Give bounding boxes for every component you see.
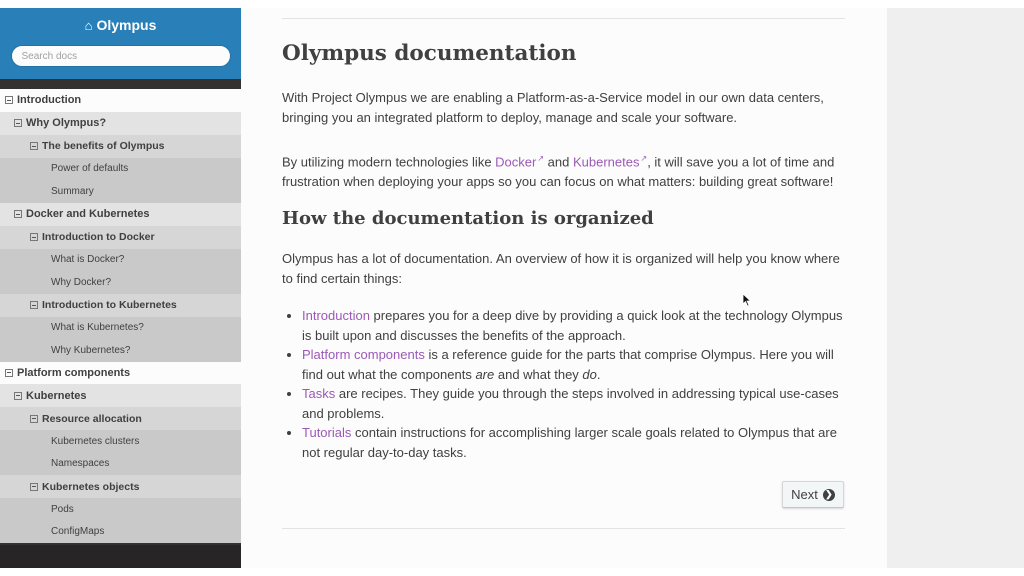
docker-link[interactable]: Docker xyxy=(495,154,537,170)
sidebar-item-label: Why Olympus? xyxy=(26,117,107,129)
sidebar-item-why-docker[interactable] xyxy=(0,271,241,294)
sidebar-item-label: Resource allocation xyxy=(42,412,142,425)
collapse-toggle-icon[interactable] xyxy=(14,392,22,400)
main-content xyxy=(241,8,887,568)
sidebar-item-label: Summary xyxy=(51,185,94,197)
sidebar-item-label: Platform components xyxy=(17,366,131,379)
list-item xyxy=(302,423,850,462)
platform-components-link[interactable]: Platform components xyxy=(302,347,425,362)
sidebar-item-docker-and-kubernetes[interactable] xyxy=(0,203,241,226)
p2-before: By utilizing modern technologies like xyxy=(282,154,496,170)
list-item-text: contain instructions for accomplishing larger scale goals related to Olympus that are not regular day-to-day tasks. xyxy=(302,425,837,460)
sidebar-item-what-is-kubernetes[interactable] xyxy=(0,317,241,340)
sidebar-item-label: Power of defaults xyxy=(51,163,129,175)
sidebar-item-label: Kubernetes xyxy=(26,389,87,402)
sidebar-item-pods[interactable] xyxy=(0,498,241,521)
next-label: Next xyxy=(791,487,818,502)
sidebar-item-label: Docker and Kubernetes xyxy=(26,208,150,220)
kubernetes-link[interactable]: Kubernetes xyxy=(572,154,640,170)
sidebar-item-namespaces[interactable] xyxy=(0,453,241,476)
list-item xyxy=(302,306,850,345)
toc xyxy=(0,89,241,543)
section-heading: How the documentation is organized xyxy=(282,208,654,229)
sidebar-item-label: Pods xyxy=(51,503,74,515)
collapse-toggle-icon[interactable] xyxy=(5,369,13,377)
list-item xyxy=(302,384,850,423)
collapse-toggle-icon[interactable] xyxy=(5,96,13,104)
collapse-toggle-icon[interactable] xyxy=(14,119,22,127)
list-item xyxy=(302,345,850,384)
sidebar-item-label: The benefits of Olympus xyxy=(42,140,165,152)
list-item-text: are recipes. They guide you through the steps involved in addressing typical use-cases and problems. xyxy=(302,386,839,421)
page-title: Olympus documentation xyxy=(282,41,577,66)
list-item-text: prepares you for a deep dive by providing a quick look at the technology Olympus is built upon and discusses the benefits of the approach. xyxy=(302,308,843,343)
top-divider xyxy=(282,18,845,19)
list-item-text: and what they xyxy=(494,366,583,382)
tasks-link[interactable]: Tasks xyxy=(302,386,336,401)
sidebar-item-power-of-defaults[interactable] xyxy=(0,158,241,181)
sidebar-item-label: Namespaces xyxy=(51,458,110,470)
home-icon: ⌂ xyxy=(84,18,93,33)
sidebar-item-summary[interactable] xyxy=(0,180,241,203)
list-item-text: . xyxy=(596,366,601,382)
sidebar-item-kubernetes-objects[interactable] xyxy=(0,475,241,498)
sidebar-item-label: Kubernetes objects xyxy=(42,480,140,493)
overview-paragraph: Olympus has a lot of documentation. An overview of how it is organized will help you know where to find certain things: xyxy=(282,251,840,286)
collapse-toggle-icon[interactable] xyxy=(30,301,38,309)
collapse-toggle-icon[interactable] xyxy=(30,142,38,150)
sidebar-item-introduction-to-kubernetes[interactable] xyxy=(0,294,241,317)
sidebar-header xyxy=(0,8,241,79)
sidebar-item-label: Introduction to Docker xyxy=(42,231,155,243)
p2-mid: and xyxy=(544,154,573,170)
search-input[interactable] xyxy=(11,45,231,67)
collapse-toggle-icon[interactable] xyxy=(14,210,22,218)
sidebar-item-label: What is Kubernetes? xyxy=(51,322,144,334)
next-button[interactable] xyxy=(782,481,844,508)
sidebar-item-platform-components[interactable] xyxy=(0,362,241,385)
sidebar-item-label: Kubernetes clusters xyxy=(51,435,140,447)
sidebar-item-configmaps[interactable] xyxy=(0,521,241,544)
technologies-paragraph xyxy=(282,149,850,191)
sidebar-item-label: ConfigMaps xyxy=(51,526,105,538)
docs-list xyxy=(282,306,850,462)
brand-label: Olympus xyxy=(96,17,157,33)
sidebar-footer xyxy=(0,545,241,568)
collapse-toggle-icon[interactable] xyxy=(30,415,38,423)
emphasis-text: are xyxy=(475,366,495,382)
sidebar-item-resource-allocation[interactable] xyxy=(0,407,241,430)
sidebar-item-introduction-to-docker[interactable] xyxy=(0,226,241,249)
brand-link[interactable] xyxy=(0,8,241,37)
sidebar-item-the-benefits-of-olympus[interactable] xyxy=(0,135,241,158)
sidebar-item-label: Introduction xyxy=(17,94,82,107)
intro-paragraph: With Project Olympus we are enabling a Platform-as-a-Service model in our own data centers, bringing you an integrated platform to deploy, manage and scale your software. xyxy=(282,90,824,125)
sidebar-item-what-is-docker[interactable] xyxy=(0,249,241,272)
collapse-toggle-icon[interactable] xyxy=(30,483,38,491)
bottom-divider xyxy=(282,528,845,529)
sidebar-item-label: What is Docker? xyxy=(51,254,125,266)
external-link-icon: ↗ xyxy=(640,154,648,163)
sidebar-item-why-olympus[interactable] xyxy=(0,112,241,135)
mouse-cursor-icon xyxy=(742,293,752,307)
sidebar-item-kubernetes-clusters[interactable] xyxy=(0,430,241,453)
emphasis-text: do xyxy=(582,366,597,382)
arrow-circle-right-icon: ❯ xyxy=(823,489,835,501)
toc-gap xyxy=(0,79,241,89)
right-gutter xyxy=(887,8,1024,568)
list-item-text: is a reference guide for the parts that comprise Olympus. Here you will find out what the components xyxy=(302,347,834,382)
collapse-toggle-icon[interactable] xyxy=(30,233,38,241)
sidebar-item-why-kubernetes[interactable] xyxy=(0,339,241,362)
sidebar-item-introduction[interactable] xyxy=(0,89,241,112)
p2-after: , it will save you a lot of time and frustration when deploying your apps so you can focus on what matters: building great software! xyxy=(282,154,835,189)
sidebar xyxy=(0,8,241,568)
external-link-icon: ↗ xyxy=(537,154,545,163)
sidebar-item-label: Why Kubernetes? xyxy=(51,344,131,356)
tutorials-link[interactable]: Tutorials xyxy=(302,425,352,440)
sidebar-item-label: Introduction to Kubernetes xyxy=(42,299,177,311)
introduction-link[interactable]: Introduction xyxy=(302,308,370,323)
sidebar-item-label: Why Docker? xyxy=(51,276,112,288)
sidebar-item-kubernetes[interactable] xyxy=(0,384,241,407)
